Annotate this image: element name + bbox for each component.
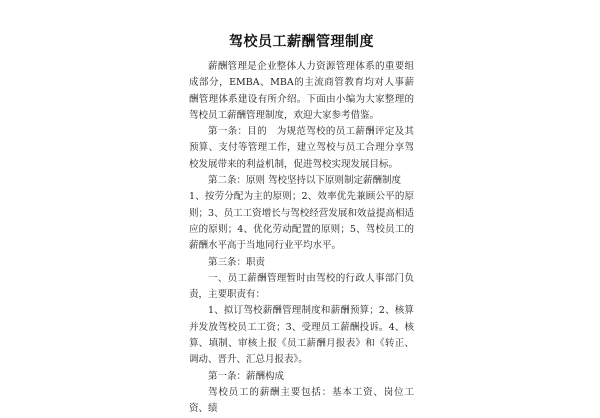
paragraph-article-1-purpose: 第一条：目的 为规范驾校的员工薪酬评定及其预算、支付等管理工作，建立驾校与员工合理分享驾校发展带来的利益机制，促进驾校实现发展目标。 [189, 126, 414, 170]
document-title: 驾校员工薪酬管理制度 [229, 34, 374, 50]
paragraph-article-3-duties: 第三条：职责 [208, 256, 266, 268]
paragraph-duties-owner: 一、员工薪酬管理暂时由驾校的行政人事部门负责，主要职责有： [189, 272, 414, 301]
paragraph-salary-structure-heading: 第一条：薪酬构成 [208, 370, 285, 382]
paragraph-salary-structure: 驾校员工的薪酬主要包括：基本工资、岗位工资、绩 [189, 386, 414, 415]
document-body [189, 33, 414, 418]
paragraph-duties-list: 1、拟订驾校薪酬管理制度和薪酬预算；2、核算并发放驾校员工工资；3、受理员工薪酬投诉。4、核算、填制、审核上报《员工薪酬月报表》和《转正、调动、晋升、汇总月报表》。 [189, 305, 414, 366]
paragraph-article-2-principle: 第二条：原则 驾校坚持以下原则制定薪酬制度 [208, 175, 402, 187]
paragraph-intro: 薪酬管理是企业整体人力资源管理体系的重要组成部分，EMBA、MBA的主流商管教育均对人事薪酬管理体系建设有所介绍。下面由小编为大家整理的驾校员工薪酬管理制度，欢迎大家参考借鉴。 [189, 61, 414, 121]
paragraph-principles-list: 1、按劳分配为主的原则；2、效率优先兼顾公平的原则；3、员工工资增长与驾校经营发展和效益提高相适应的原则；4、优化劳动配置的原则；5、驾校员工的薪酬水平高于当地同行业平均水平。 [189, 191, 414, 252]
